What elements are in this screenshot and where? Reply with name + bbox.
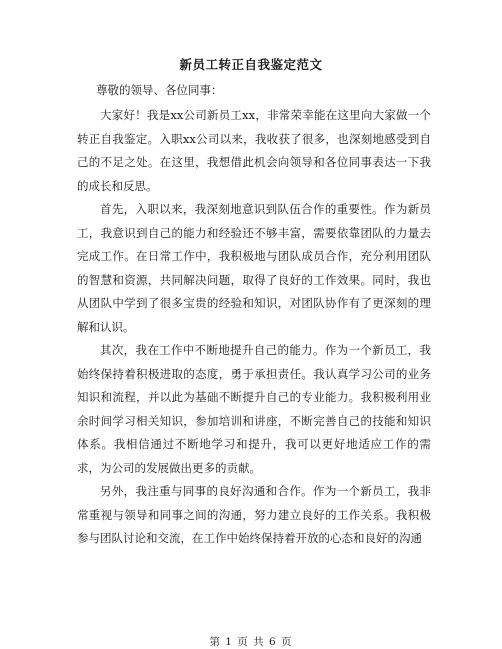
paragraph-intro: 大家好！我是xx公司新员工xx，非常荣幸能在这里向大家做一个转正自我鉴定。入职xx公司以来，我收获了很多，也深刻地感受到自己的不足之处。在这里，我想借此机会向领导和各位同事表达一下我的成长和反思。 xyxy=(77,108,431,193)
paragraph-communication: 另外，我注重与同事的良好沟通和合作。作为一个新员工，我非常重视与领导和同事之间的沟通，努力建立良好的工作关系。我积极参与团队讨论和交流，在工作中始终保持着开放的心态和良好的沟通 xyxy=(77,484,431,545)
document-title: 新员工转正自我鉴定范文 xyxy=(179,57,323,72)
paragraph-teamwork: 首先，入职以来，我深刻地意识到队伍合作的重要性。作为新员工，我意识到自己的能力和经验还不够丰富，需要依靠团队的力量去完成工作。在日常工作中，我积极地与团队成员合作，充分利用团队的智慧和资源，共同解决问题，取得了良好的工作效果。同时，我也从团队中学到了很多宝贵的经验和知识，对团队协作有了更深刻的理解和认识。 xyxy=(77,202,431,334)
document-body xyxy=(77,104,431,551)
salutation: 尊敬的领导、各位同事： xyxy=(96,83,223,97)
paragraph-self-improvement: 其次，我在工作中不断地提升自己的能力。作为一个新员工，我始终保持着积极进取的态度，勇于承担责任。我认真学习公司的业务知识和流程，并以此为基础不断提升自己的专业能力。我积极利用业余时间学习相关知识，参加培训和讲座，不断完善自己的技能和知识体系。我相信通过不断地学习和提升，我可以更好地适应工作的需求，为公司的发展做出更多的贡献。 xyxy=(77,343,431,475)
page-number-footer: 第 1 页 共 6 页 xyxy=(209,636,293,648)
